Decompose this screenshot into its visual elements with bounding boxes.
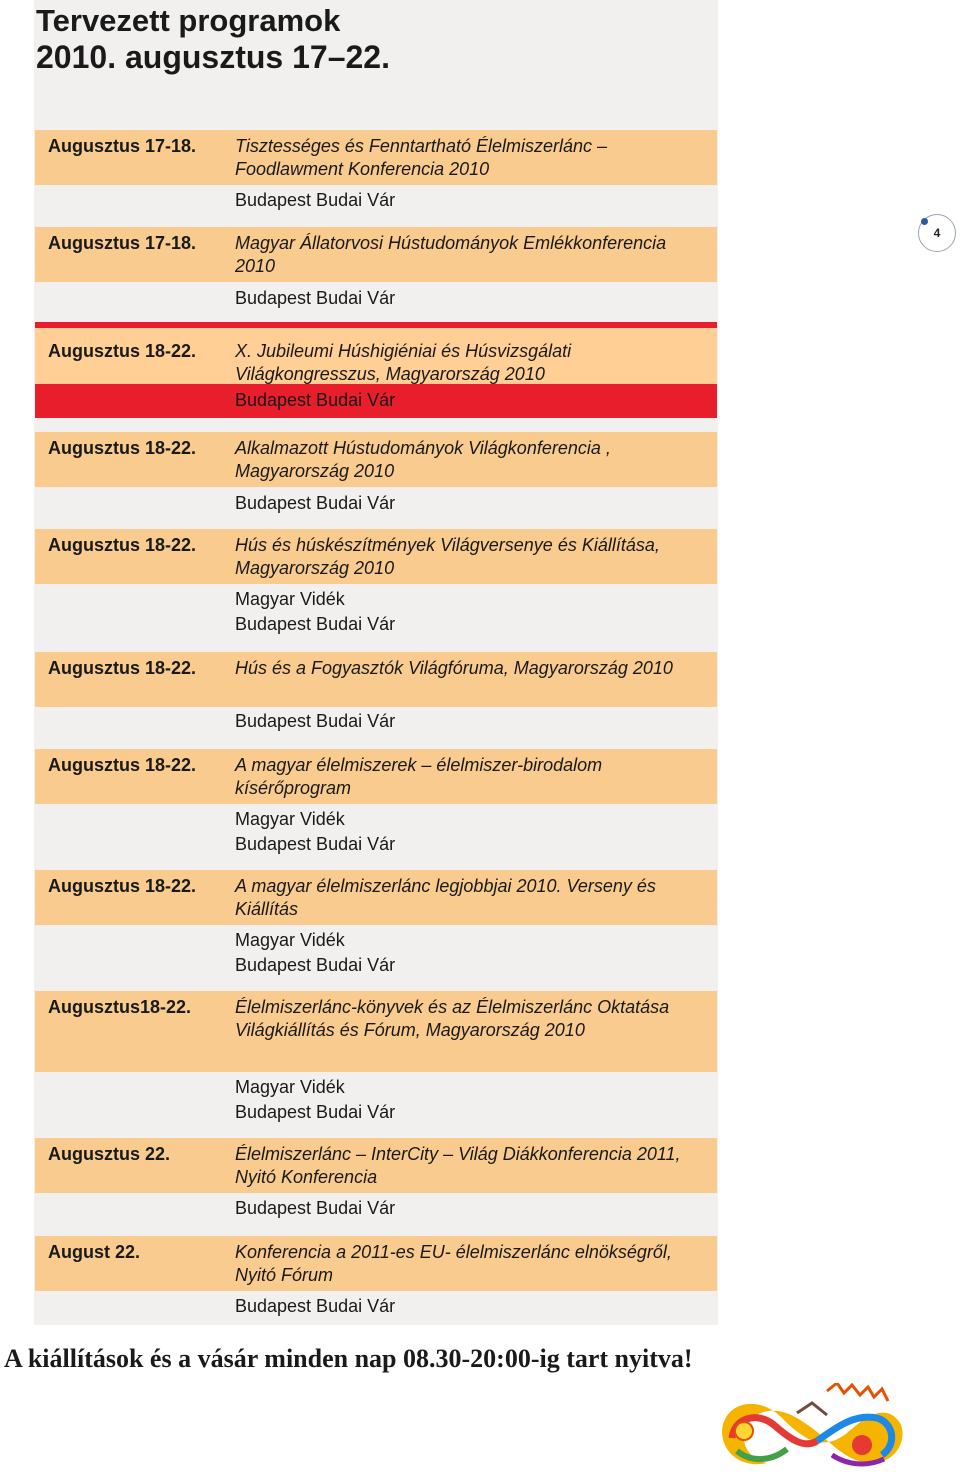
page-badge-dot [921, 218, 928, 225]
event-header [35, 870, 717, 925]
event-date: August 22. [48, 1242, 141, 1262]
event-name: Élelmiszerlánc – InterCity – Világ Diákkonferencia 2011, Nyitó Konferencia [235, 1144, 681, 1187]
event-header [35, 227, 717, 282]
event-locations [235, 709, 395, 734]
event-location: Budapest Budai Vár [235, 1296, 396, 1316]
event-header [35, 1138, 717, 1193]
event-location: Budapest Budai Vár [235, 834, 396, 854]
event-locations [235, 388, 395, 413]
event-location: Budapest Budai Vár [235, 614, 396, 634]
event-locations [235, 1075, 395, 1125]
event-logo [712, 1383, 908, 1475]
event-location: Budapest Budai Vár [235, 190, 396, 210]
event-name: Magyar Állatorvosi Hústudományok Emlékkonferencia 2010 [235, 233, 667, 276]
event-date: Augusztus 18-22. [48, 755, 197, 775]
event-location: Budapest Budai Vár [235, 711, 396, 731]
event-date: Augusztus 18-22. [48, 658, 197, 678]
event-location: Budapest Budai Vár [235, 1198, 396, 1218]
event-location: Magyar Vidék [235, 930, 345, 950]
event-locations [235, 1294, 395, 1319]
event-locations [235, 1196, 395, 1221]
event-name: A magyar élelmiszerek – élelmiszer-birodalom kísérőprogram [235, 755, 603, 798]
event-name: Tisztességes és Fenntartható Élelmiszerlánc – Foodlawment Konferencia 2010 [235, 136, 608, 179]
event-locations [235, 188, 395, 213]
event-header [35, 432, 717, 487]
event-location: Budapest Budai Vár [235, 955, 396, 975]
opening-hours-note: A kiállítások és a vásár minden nap 08.30-20:00-ig tart nyitva! [4, 1344, 693, 1373]
title-line-1: Tervezett programok [36, 3, 341, 38]
event-locations [235, 286, 395, 311]
event-name: Konferencia a 2011-es EU- élelmiszerlánc elnökségről, Nyitó Fórum [235, 1242, 672, 1285]
event-location: Magyar Vidék [235, 1077, 345, 1097]
event-locations [235, 587, 395, 637]
event-date: Augusztus 18-22. [48, 438, 197, 458]
event-header [35, 652, 717, 707]
event-date: Augusztus 17-18. [48, 136, 197, 156]
event-name: Alkalmazott Hústudományok Világkonferencia , Magyarország 2010 [235, 438, 611, 481]
event-date: Augusztus 22. [48, 1144, 171, 1164]
event-location: Budapest Budai Vár [235, 1102, 396, 1122]
event-name: A magyar élelmiszerlánc legjobbjai 2010. Verseny és Kiállítás [235, 876, 656, 919]
event-locations [235, 807, 395, 857]
event-date: Augusztus 18-22. [48, 876, 197, 896]
event-name: Élelmiszerlánc-könyvek és az Élelmiszerlánc Oktatása Világkiállítás és Fórum, Magyarország 2010 [235, 997, 670, 1040]
event-location: Magyar Vidék [235, 809, 345, 829]
event-location-bar [35, 384, 717, 418]
event-date: Augusztus 18-22. [48, 341, 197, 361]
event-header [35, 1236, 717, 1291]
event-header [35, 749, 717, 804]
event-location: Budapest Budai Vár [235, 390, 396, 410]
event-date: Augusztus 18-22. [48, 535, 197, 555]
event-name: Hús és a Fogyasztók Világfóruma, Magyarország 2010 [235, 658, 673, 678]
event-location: Budapest Budai Vár [235, 288, 396, 308]
page-number-badge: 4 [918, 214, 956, 252]
event-date: Augusztus 17-18. [48, 233, 197, 253]
event-locations [235, 491, 395, 516]
title-line-2: 2010. augusztus 17–22. [36, 39, 390, 75]
event-location: Magyar Vidék [235, 589, 345, 609]
event-header [35, 991, 717, 1072]
event-locations [235, 928, 395, 978]
page-title [36, 2, 390, 76]
event-header [35, 130, 717, 185]
event-date: Augusztus18-22. [48, 997, 192, 1017]
event-location: Budapest Budai Vár [235, 493, 396, 513]
event-header [35, 529, 717, 584]
event-name: Hús és húskészítmények Világversenye és Kiállítása, Magyarország 2010 [235, 535, 660, 578]
event-name: X. Jubileumi Húshigiéniai és Húsvizsgálati Világkongresszus, Magyarország 2010 [235, 341, 572, 384]
event-header [35, 322, 717, 384]
